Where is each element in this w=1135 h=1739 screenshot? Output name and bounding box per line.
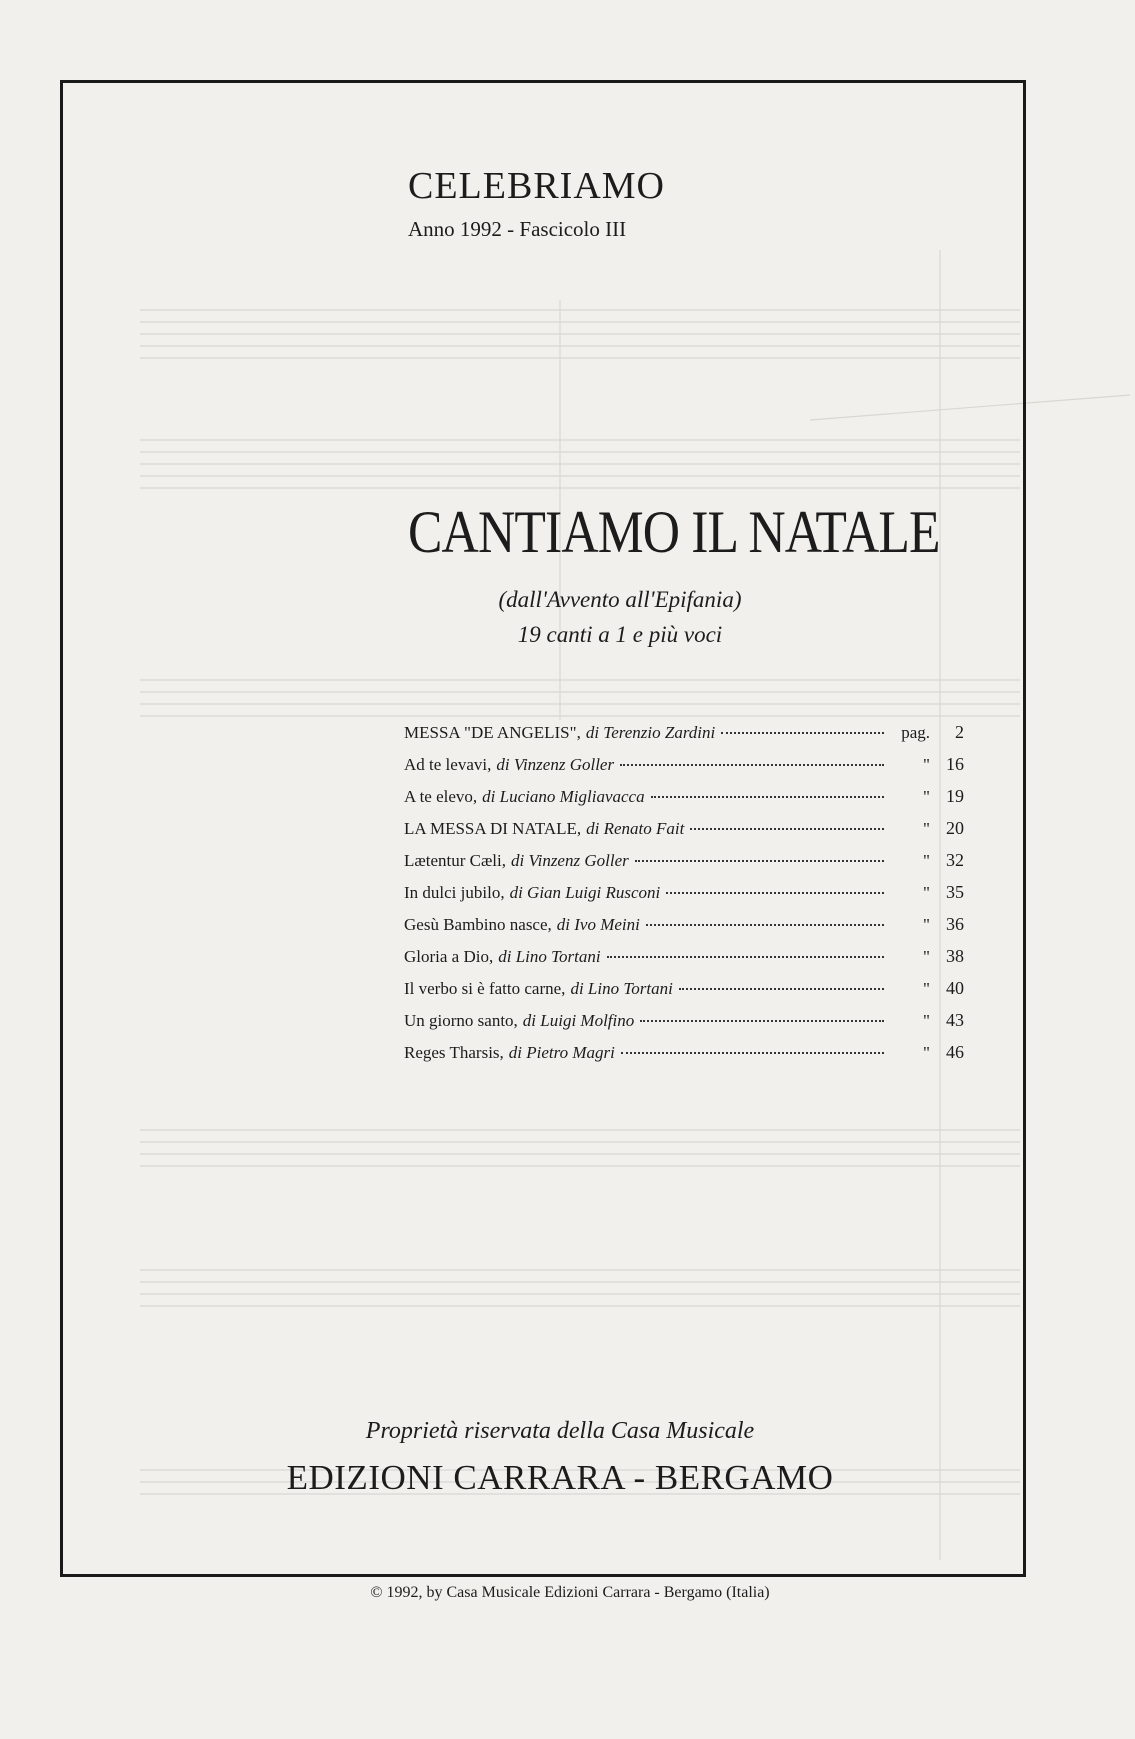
copyright-line: © 1992, by Casa Musicale Edizioni Carrara - Bergamo (Italia) <box>370 1584 770 1601</box>
table-of-contents <box>404 722 964 1074</box>
toc-entry-title: Un giorno santo, <box>404 1011 518 1030</box>
toc-entry-title: Ad te levavi, <box>404 755 492 774</box>
toc-page-mark: " <box>923 819 930 838</box>
toc-entry <box>404 722 964 754</box>
toc-dot-leader <box>651 796 884 798</box>
toc-entry-title: Reges Tharsis, <box>404 1043 504 1062</box>
toc-page-mark: " <box>923 755 930 774</box>
toc-dot-leader <box>607 956 884 958</box>
series-issue: Anno 1992 - Fascicolo III <box>408 217 627 241</box>
rights-notice: Proprietà riservata della Casa Musicale <box>365 1418 755 1444</box>
toc-entry-author: di Lino Tortani <box>498 947 601 966</box>
toc-entry <box>404 914 964 946</box>
toc-page-number: 36 <box>946 914 964 934</box>
toc-entry-title: Gloria a Dio, <box>404 947 494 966</box>
toc-entry-title: Lætentur Cæli, <box>404 851 506 870</box>
toc-entry <box>404 850 964 882</box>
toc-page-number: 2 <box>955 722 964 742</box>
toc-entry-author: di Terenzio Zardini <box>585 723 716 742</box>
toc-dot-leader <box>646 924 884 926</box>
toc-entry-author: di Gian Luigi Rusconi <box>509 883 661 902</box>
toc-entry-author: di Ivo Meini <box>556 915 640 934</box>
toc-page-number: 35 <box>946 882 964 902</box>
toc-page-mark: " <box>923 1043 930 1062</box>
toc-entry <box>404 946 964 978</box>
toc-page-mark: " <box>923 883 930 902</box>
toc-entry-title: In dulci jubilo, <box>404 883 505 902</box>
toc-entry-author: di Vinzenz Goller <box>496 755 615 774</box>
toc-dot-leader <box>666 892 884 894</box>
toc-entry-author: di Pietro Magri <box>508 1043 615 1062</box>
toc-entry <box>404 978 964 1010</box>
toc-dot-leader <box>721 732 884 734</box>
toc-entry <box>404 1010 964 1042</box>
toc-entry-title: Il verbo si è fatto carne, <box>404 979 566 998</box>
toc-dot-leader <box>640 1020 884 1022</box>
toc-entry-title: MESSA "DE ANGELIS", <box>404 723 581 742</box>
toc-page-mark: pag. <box>901 723 930 742</box>
toc-entry-author: di Lino Tortani <box>570 979 673 998</box>
toc-entry-title: A te elevo, <box>404 787 478 806</box>
toc-dot-leader <box>635 860 884 862</box>
toc-dot-leader <box>690 828 884 830</box>
toc-entry-title: Gesù Bambino nasce, <box>404 915 552 934</box>
toc-page-mark: " <box>923 979 930 998</box>
subtitle-season: (dall'Avvento all'Epifania) <box>498 587 742 612</box>
toc-entry-author: di Vinzenz Goller <box>511 851 629 870</box>
toc-page-number: 38 <box>946 946 964 966</box>
toc-page-mark: " <box>923 787 930 806</box>
toc-entry <box>404 882 964 914</box>
series-title: CELEBRIAMO <box>408 165 665 207</box>
subtitle-count: 19 canti a 1 e più voci <box>517 622 723 647</box>
toc-dot-leader <box>679 988 884 990</box>
toc-dot-leader <box>621 1052 884 1054</box>
toc-page-mark: " <box>923 915 930 934</box>
toc-page-number: 32 <box>946 850 964 870</box>
toc-page-number: 19 <box>946 786 964 806</box>
toc-entry <box>404 754 964 786</box>
toc-entry-author: di Luigi Molfino <box>522 1011 635 1030</box>
toc-entry-title: LA MESSA DI NATALE, <box>404 819 582 838</box>
toc-entry <box>404 786 964 818</box>
toc-page-number: 16 <box>946 754 964 774</box>
toc-page-mark: " <box>923 1011 930 1030</box>
toc-page-number: 46 <box>946 1042 964 1062</box>
toc-dot-leader <box>620 764 884 766</box>
toc-entry-author: di Luciano Migliavacca <box>482 787 645 806</box>
publisher-name: EDIZIONI CARRARA - BERGAMO <box>286 1458 834 1497</box>
toc-entry <box>404 818 964 850</box>
toc-page-number: 43 <box>946 1010 964 1030</box>
toc-page-mark: " <box>923 851 930 870</box>
toc-page-mark: " <box>923 947 930 966</box>
toc-entry <box>404 1042 964 1074</box>
toc-page-number: 20 <box>946 818 964 838</box>
toc-entry-author: di Renato Fait <box>586 819 685 838</box>
toc-page-number: 40 <box>946 978 964 998</box>
book-title: CANTIAMO IL NATALE <box>408 499 940 565</box>
